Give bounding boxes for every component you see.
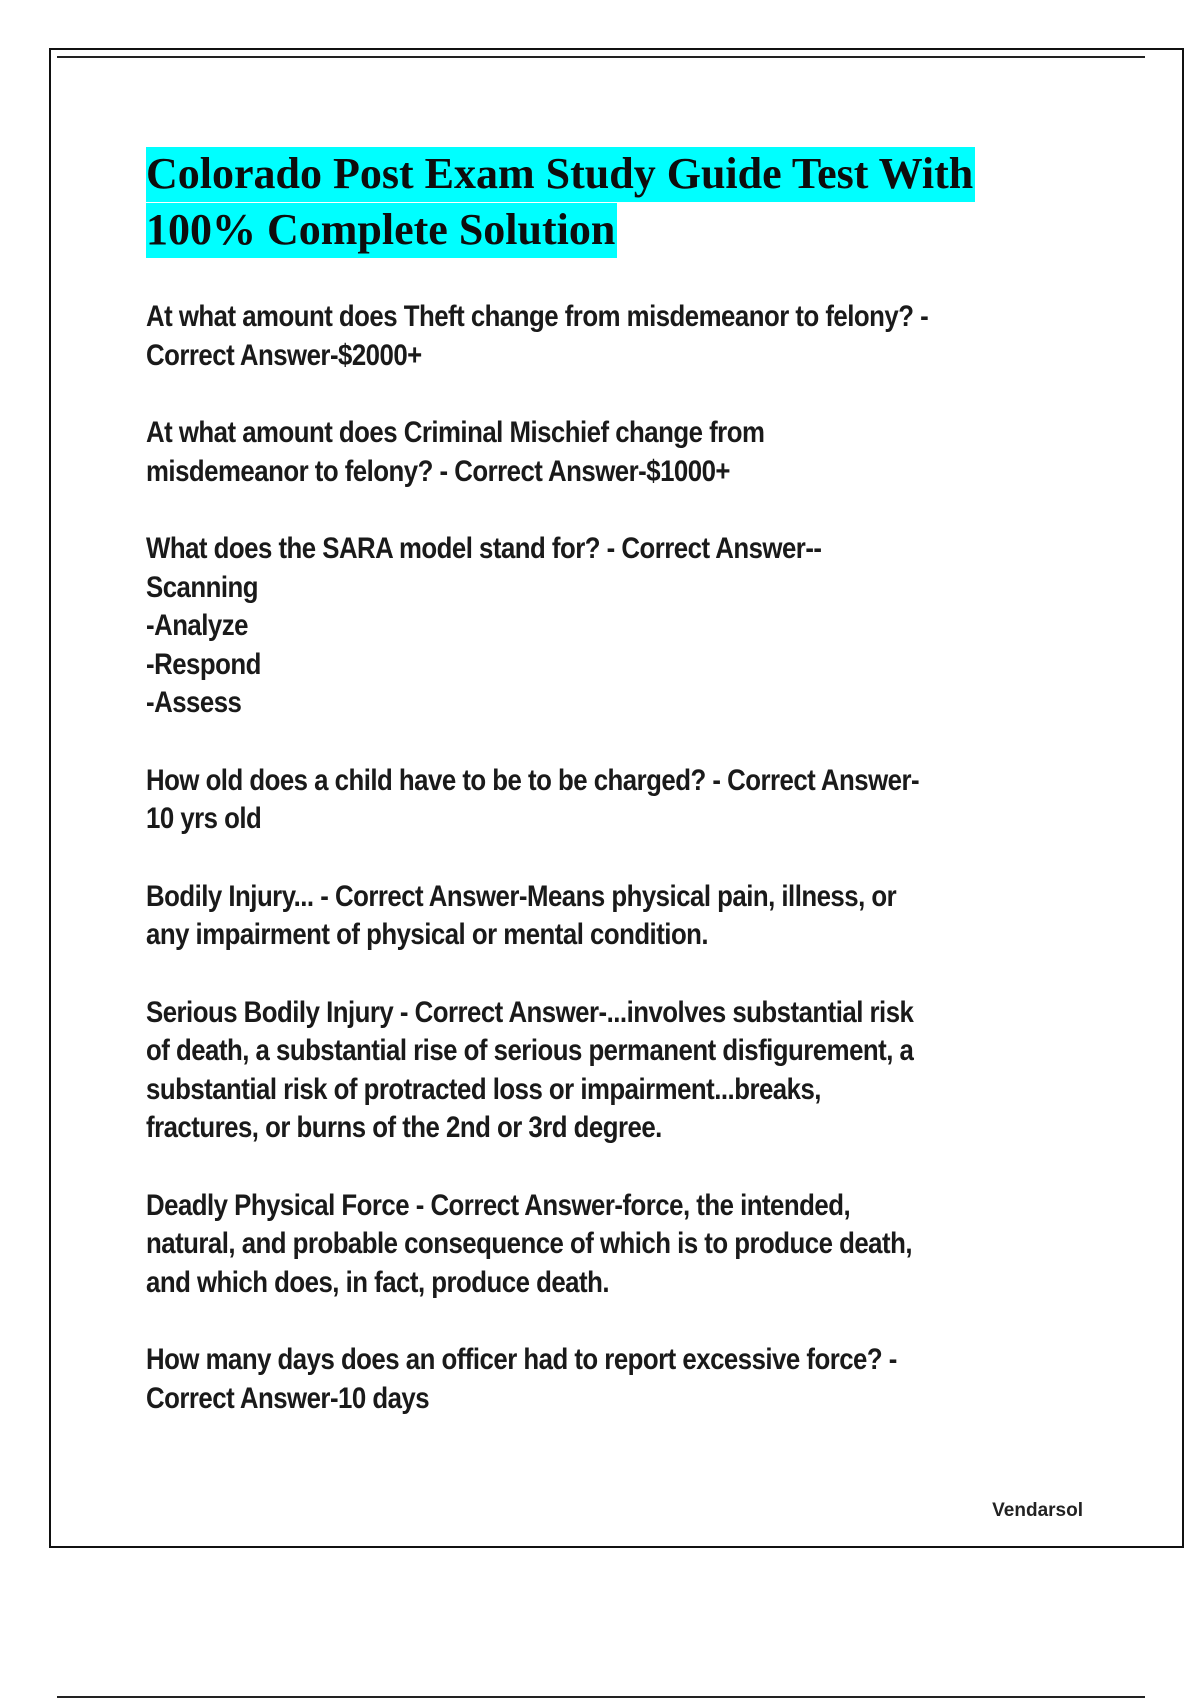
qa-item-sara-model: What does the SARA model stand for? - Correct Answer-- Scanning -Analyze -Respond -Assess — [146, 532, 822, 719]
footer-brand: Vendarsol — [992, 1500, 1083, 1521]
bottom-rule — [57, 1696, 1145, 1698]
qa-item-excessive-force: How many days does an officer had to report excessive force? - Correct Answer-10 days — [146, 1343, 897, 1415]
qa-item-deadly-physical-force: Deadly Physical Force - Correct Answer-force, the intended, natural, and probable consequence of which is to produce death, and which does, in fact, produce death. — [146, 1188, 912, 1299]
qa-list — [146, 298, 1096, 1457]
document-title — [146, 146, 1076, 258]
document-title-text: Colorado Post Exam Study Guide Test With 100% Complete Solution — [146, 147, 975, 258]
top-rule — [57, 56, 1145, 58]
qa-item-bodily-injury: Bodily Injury... - Correct Answer-Means physical pain, illness, or any impairment of physical or mental condition. — [146, 879, 897, 951]
title-block — [146, 146, 1076, 258]
qa-item-child-age: How old does a child have to be to be charged? - Correct Answer- 10 yrs old — [146, 763, 920, 835]
qa-item-serious-bodily-injury: Serious Bodily Injury - Correct Answer-...involves substantial risk of death, a substantial rise of serious permanent disfigurement, a substantial risk of protracted loss or impairment...breaks, fractures, or burns of the 2nd or 3rd degree. — [146, 995, 914, 1144]
qa-item-criminal-mischief: At what amount does Criminal Mischief change from misdemeanor to felony? - Correct Answer-$1000+ — [146, 416, 765, 488]
qa-item-theft: At what amount does Theft change from misdemeanor to felony? - Correct Answer-$2000+ — [146, 300, 929, 372]
